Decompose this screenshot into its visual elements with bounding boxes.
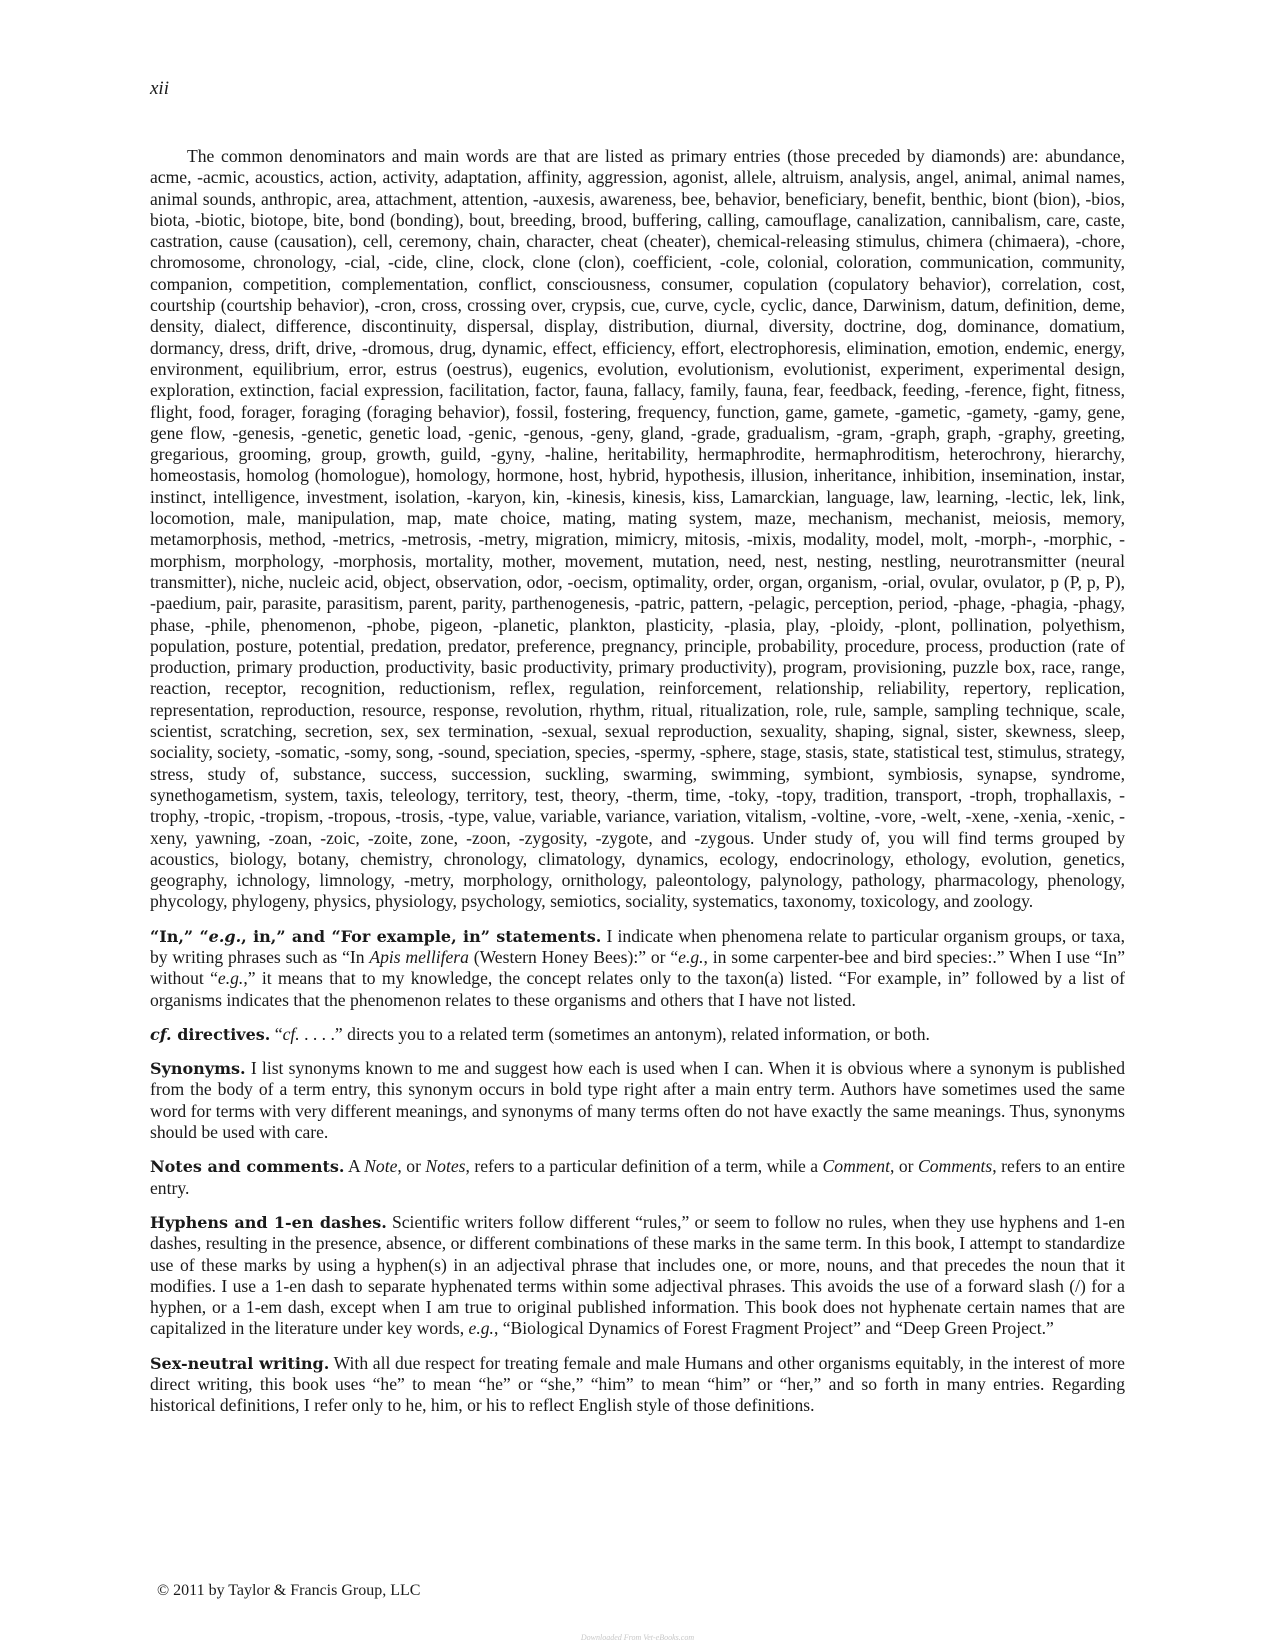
sex-neutral-paragraph: Sex-neutral writing. With all due respect for treating female and male Humans and other organisms equitably, in the interest of more direct writing, this book uses “he” to mean “he” or “she,” “him” to mean “him” or “her,” and so forth in many entries. Regarding historical definitions, I refer only to he, him, or his to reflect English style of those definitions. [150, 1352, 1125, 1416]
species-name: Apis mellifera [369, 946, 469, 967]
section-heading: Notes and comments. [150, 1157, 345, 1177]
section-heading: cf. directives. [150, 1024, 271, 1044]
section-heading: Synonyms. [150, 1059, 246, 1079]
synonyms-paragraph: Synonyms. I list synonyms known to me and suggest how each is used when I can. When it is obvious where a synonym is published from the body of a term entry, this synonym occurs in bold type right after a main entry term. Authors have sometimes used the same word for terms with very different meanings, and synonyms of many terms often do not have exactly the same meanings. Thus, synonyms should be used with care. [150, 1058, 1125, 1143]
section-heading: Sex-neutral writing. [150, 1353, 330, 1373]
section-heading: “In,” “e.g., in,” and “For example, in” statements. [150, 926, 602, 946]
page-number: xii [150, 78, 169, 99]
watermark: Downloaded From Vet-eBooks.com [580, 1633, 695, 1642]
cf-directives-paragraph: cf. directives. “cf. . . . .” directs you to a related term (sometimes an antonym), related information, or both. [150, 1023, 930, 1044]
in-statements-paragraph: “In,” “e.g., in,” and “For example, in” statements. I indicate when phenomena relate to particular organism groups, or taxa, by writing phrases such as “In Apis mellifera (Western Honey Bees):” or “e.g., in some carpenter-bee and bird species:.” When I use “In” without “e.g.,” it means that to my knowledge, the concept relates only to the taxon(a) listed. “For example, in” followed by a list of organisms indicates that the phenomenon relates to these organisms and others that I have not listed. [150, 925, 1126, 1010]
section-heading: Hyphens and 1-en dashes. [150, 1212, 387, 1232]
hyphens-paragraph: Hyphens and 1-en dashes. Scientific writers follow different “rules,” or seem to follow no rules, when they use hyphens and 1-en dashes, resulting in the presence, absence, or different combinations of these marks in the same term. In this book, I attempt to standardize use of these marks by using a hyphen(s) in an adjectival phrase that includes one, or more, nouns, and that precedes the noun that it modifies. I use a 1-en dash to separate hyphenated terms within some adjectival phrases. This avoids the use of a forward slash (/) for a hyphen, or a 1-em dash, except when I am true to original published information. This book does not hyphenate certain names that are capitalized in the literature under key words, e.g., “Biological Dynamics of Forest Fragment Project” and “Deep Green Project.” [150, 1211, 1126, 1339]
notes-paragraph: Notes and comments. A Note, or Notes, refers to a particular definition of a term, while a Comment, or Comments, refers to an entire entry. [150, 1156, 1125, 1198]
copyright-notice: © 2011 by Taylor & Francis Group, LLC [157, 1582, 421, 1599]
intro-paragraph: The common denominators and main words are that are listed as primary entries (those preceded by diamonds) are: abundance, acme, -acmic, acoustics, action, activity, adaptation, affinity, aggression, agonist, allele, altruism, analysis, angel, animal, animal names, animal sounds, anthropic, area, attachment, attention, -auxesis, awareness, bee, behavior, beneficiary, benefit, benthic, biont (bion), -bios, biota, -biotic, biotope, bite, bond (bonding), bout, breeding, brood, buffering, calling, camouflage, canalization, cannibalism, care, caste, castration, cause (causation), cell, ceremony, chain, character, cheat (cheater), chemical-releasing stimulus, chimera (chimaera), -chore, chromosome, chronology, -cial, -cide, cline, clock, clone (clon), coefficient, -cole, colonial, coloration, communication, community, companion, competition, complementation, conflict, consciousness, consumer, copulation (copulatory behavior), correlation, cost, courtship (courtship behavior), -cron, cross, crossing over, crypsis, cue, curve, cycle, cyclic, dance, Darwinism, datum, definition, deme, density, dialect, difference, discontinuity, dispersal, display, distribution, diurnal, diversity, doctrine, dog, dominance, domatium, dormancy, dress, drift, drive, -dromous, drug, dynamic, effect, efficiency, effort, electrophoresis, elimination, emotion, endemic, energy, environment, equilibrium, error, estrus (oestrus), eugenics, evolution, evolutionism, evolutionist, experiment, experimental design, exploration, extinction, facial expression, facilitation, factor, fauna, fallacy, family, fauna, fear, feedback, feeding, -ference, fight, fitness, flight, food, forager, foraging (foraging behavior), fossil, fostering, frequency, function, game, gamete, -gametic, -gamety, -gamy, gene, gene flow, -genesis, -genetic, genetic load, -genic, -genous, -geny, gland, -grade, gradualism, -gram, -graph, graph, -graphy, greeting, gregarious, grooming, group, growth, guild, -gyny, -haline, heritability, hermaphrodite, hermaphroditism, heterochrony, hierarchy, homeostasis, homolog (homologue), homology, hormone, host, hybrid, hypothesis, illusion, inheritance, inhibition, insemination, instar, instinct, intelligence, investment, isolation, -karyon, kin, -kinesis, kinesis, kiss, Lamarckian, language, law, learning, -lectic, lek, link, locomotion, male, manipulation, map, mate choice, mating, mating system, maze, mechanism, mechanist, meiosis, memory, metamorphosis, method, -metrics, -metrosis, -metry, migration, mimicry, mitosis, -mixis, modality, model, molt, -morph-, -morphic, -morphism, morphology, -morphosis, mortality, mother, movement, mutation, need, nest, nesting, nestling, neurotransmitter (neural transmitter), niche, nucleic acid, object, observation, odor, -oecism, optimality, order, organ, organism, -orial, ovular, ovulator, p (P, p, P), -paedium, pair, parasite, parasitism, parent, parity, parthenogenesis, -patric, pattern, -pelagic, perception, period, -phage, -phagia, -phagy, phase, -phile, phenomenon, -phobe, pigeon, -planetic, plankton, plasticity, -plasia, play, -ploidy, -plont, pollination, polyethism, population, posture, potential, predation, predator, preference, pregnancy, principle, probability, procedure, process, production (rate of production, primary production, productivity, basic productivity, primary productivity), program, provisioning, puzzle box, race, range, reaction, receptor, recognition, reductionism, reflex, regulation, reinforcement, relationship, reliability, repertory, replication, representation, reproduction, resource, response, revolution, rhythm, ritual, ritualization, role, rule, sample, sampling technique, scale, scientist, scratching, secretion, sex, sex termination, -sexual, sexual reproduction, sexuality, shaping, signal, sister, skewness, sleep, sociality, society, -somatic, -somy, song, -sound, speciation, species, -spermy, -sphere, stage, stasis, state, statistical test, stimulus, strategy, stress, study of, substance, success, succession, suckling, swarming, swimming, symbiont, symbiosis, synapse, syndrome, synethogametism, system, taxis, teleology, territory, test, theory, -therm, time, -toky, -topy, tradition, transport, -troph, trophallaxis, -trophy, -tropic, -tropism, -tropous, -trosis, -type, value, variable, variance, variation, vitalism, -voltine, -vore, -welt, -xene, -xenia, -xenic, -xeny, yawning, -zoan, -zoic, -zoite, zone, -zoon, -zygosity, -zygote, and -zygous. Under study of, you will find terms grouped by acoustics, biology, botany, chemistry, chronology, climatology, dynamics, ecology, endocrinology, ethology, evolution, genetics, geography, ichnology, limnology, -metry, morphology, ornithology, paleontology, palynology, pathology, pharmacology, phenology, phycology, phylogeny, physics, physiology, psychology, semiotics, sociality, systematics, taxonomy, toxicology, and zoology. [150, 146, 1125, 912]
page-body [150, 146, 1125, 1417]
